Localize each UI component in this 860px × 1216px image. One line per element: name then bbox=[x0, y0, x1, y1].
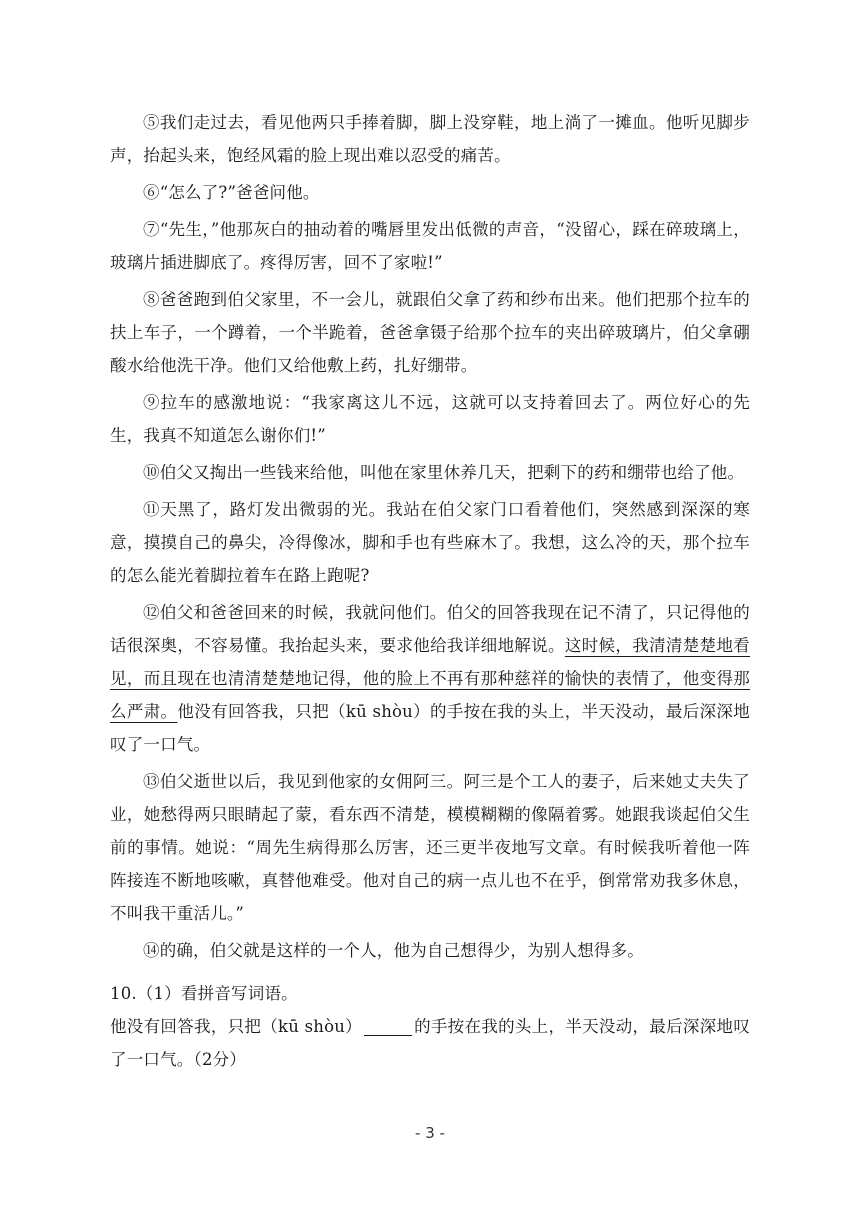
paragraph-12-end: 他没有回答我，只把（kū shòu）的手按在我的头上，半天没动，最后深深地叹了一口气。 bbox=[110, 702, 750, 754]
question-10 bbox=[110, 977, 750, 1076]
paragraph-6: ⑥“怎么了?”爸爸问他。 bbox=[143, 183, 320, 202]
page-number: - 3 - bbox=[415, 1124, 445, 1142]
underlined-sentence: 这时候，我清清楚楚地看见，而且现在也清清楚楚地记得，他的脸上不再有那种慈祥的愉快的表情了，他变得那么严肃。 bbox=[110, 636, 751, 721]
paragraph-12 bbox=[110, 596, 750, 761]
prompt-before-blank: 他没有回答我，只把（kū shòu） bbox=[110, 1017, 362, 1036]
paragraph-12-start: ⑫伯父和爸爸回来的时候，我就问他们。伯父的回答我现在记不清了，只记得他的话很深奥，不容易懂。我抬起头来，要求他给我详细地解说。 bbox=[110, 603, 750, 655]
paragraph-13: ⑬伯父逝世以后，我见到他家的女佣阿三。阿三是个工人的妻子，后来她丈夫失了业，她愁得两只眼睛起了蒙，看东西不清楚，模模糊糊的像隔着雾。她跟我谈起伯父生前的事情。她说：“周先生病得那么厉害，还三更半夜地写文章。有时候我听着他一阵阵接连不断地咳嗽，真替他难受。他对自己的病一点儿也不在乎，倒常常劝我多休息，不叫我干重活儿。” bbox=[110, 772, 750, 923]
paragraph-11: ⑪天黑了，路灯发出微弱的光。我站在伯父家门口看着他们，突然感到深深的寒意，摸摸自己的鼻尖，冷得像冰，脚和手也有些麻木了。我想，这么冷的天，那个拉车的怎么能光着脚拉着车在路上跑呢? bbox=[110, 500, 750, 585]
paragraph-14: ⑭的确，伯父就是这样的一个人，他为自己想得少，为别人想得多。 bbox=[143, 941, 644, 960]
prompt-after-blank: 的手按在我的头上，半天没动，最后深深地叹了一口气。（2分） bbox=[110, 1017, 751, 1069]
paragraph-5: ⑤我们走过去，看见他两只手捧着脚，脚上没穿鞋，地上淌了一摊血。他听见脚步声，抬起头来，饱经风霜的脸上现出难以忍受的痛苦。 bbox=[110, 113, 750, 165]
paragraph-8: ⑧爸爸跑到伯父家里，不一会儿，就跟伯父拿了药和纱布出来。他们把那个拉车的扶上车子，一个蹲着，一个半跪着，爸爸拿镊子给那个拉车的夹出碎玻璃片，伯父拿硼酸水给他洗干净。他们又给他敷上药，扎好绷带。 bbox=[110, 290, 750, 375]
passage bbox=[110, 106, 750, 1076]
paragraph-10: ⑩伯父又掏出一些钱来给他，叫他在家里休养几天，把剩下的药和绷带也给了他。 bbox=[143, 463, 745, 482]
paragraph-9: ⑨拉车的感激地说：“我家离这儿不远，这就可以支持着回去了。两位好心的先生，我真不知道怎么谢你们!” bbox=[110, 393, 750, 445]
paragraph-7: ⑦“先生，”他那灰白的抽动着的嘴唇里发出低微的声音，“没留心，踩在碎玻璃上，玻璃片插进脚底了。疼得厉害，回不了家啦!” bbox=[110, 220, 750, 272]
answer-blank[interactable] bbox=[364, 1015, 412, 1036]
question-title: 10.（1）看拼音写词语。 bbox=[110, 984, 298, 1003]
question-prompt bbox=[110, 1010, 750, 1076]
